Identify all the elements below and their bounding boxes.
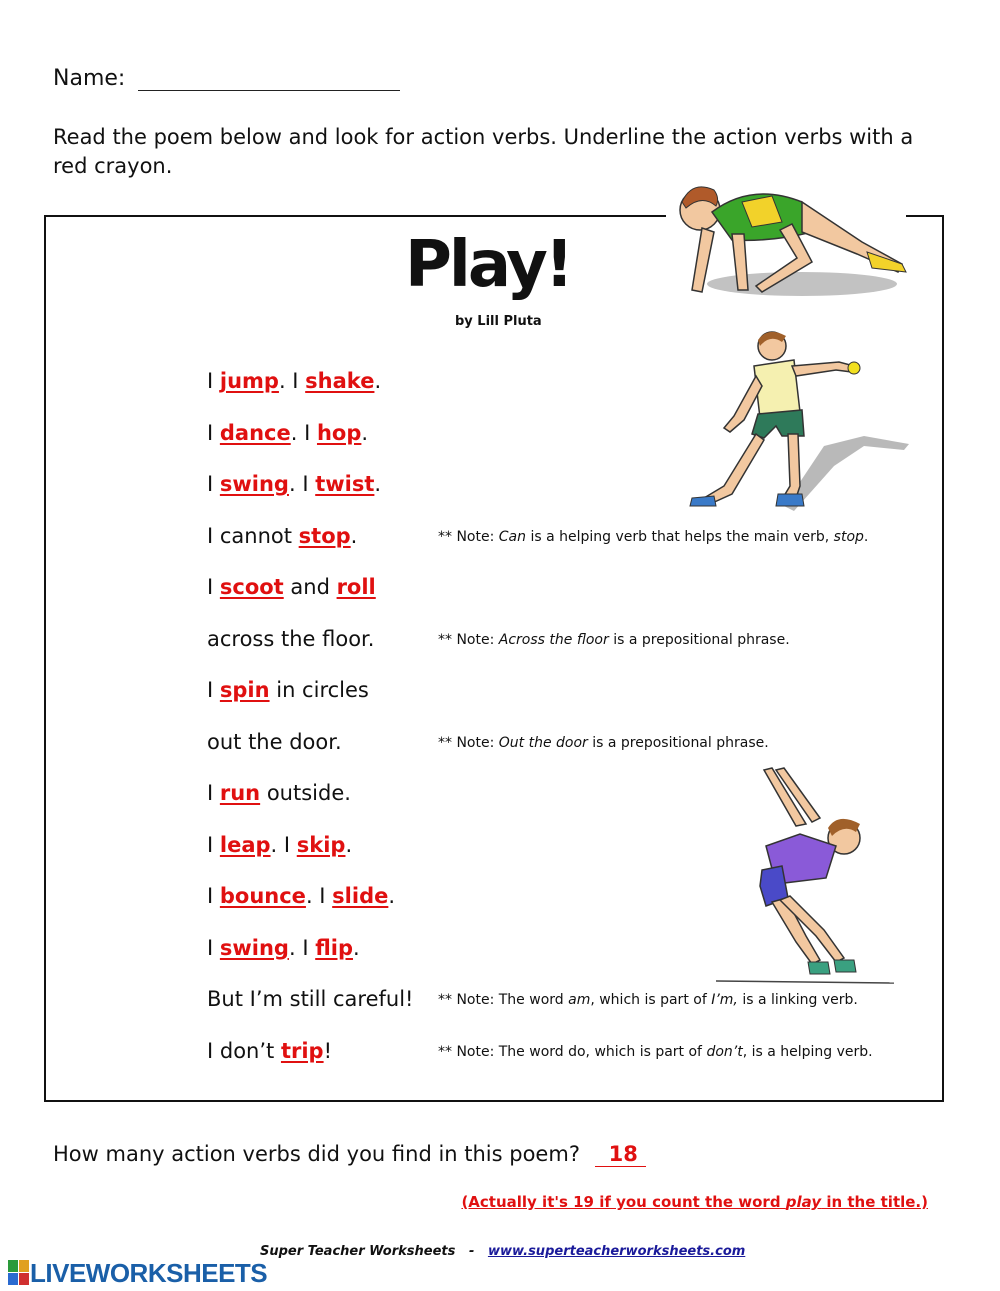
poem-byline: by Lill Pluta — [455, 314, 542, 329]
poem-text: I — [207, 575, 220, 599]
poem-text: . I — [270, 832, 297, 857]
poem-text: . I — [305, 884, 333, 908]
poem-line — [207, 678, 369, 702]
note-text: don’t — [706, 1043, 743, 1060]
note-text: ** Note: The word — [438, 992, 569, 1008]
poem-text: . I — [288, 472, 316, 496]
note-text: stop — [833, 528, 864, 545]
poem-line — [207, 1039, 332, 1063]
poem-note — [438, 529, 868, 545]
title-verb-note-word: play — [785, 1193, 822, 1211]
footer-url-link[interactable]: www.superteacherworksheets.com — [487, 1244, 746, 1259]
poem-text: . — [374, 369, 382, 393]
crawling-girl-illustration — [662, 172, 910, 307]
poem-note — [438, 992, 858, 1008]
poem-text: ! — [323, 1038, 333, 1063]
footer-source: Super Teacher Worksheets — [260, 1244, 456, 1259]
note-text: ** Note: — [438, 528, 499, 545]
note-text: is a helping verb that helps the main verb, — [526, 528, 834, 545]
poem-text: . — [350, 523, 358, 548]
action-verb[interactable]: swing — [219, 472, 289, 496]
answer-field[interactable]: 18 — [595, 1142, 646, 1167]
poem-text: I — [207, 781, 220, 805]
poem-text: out the door. — [207, 729, 342, 754]
liveworksheets-logo-text: LIVEWORKSHEETS — [30, 1257, 268, 1288]
note-text: I’m, — [711, 992, 738, 1008]
poem-text: . I — [278, 369, 306, 393]
question-text: How many action verbs did you find in this poem? — [53, 1142, 580, 1166]
poem-line — [207, 369, 381, 393]
note-text: am — [568, 992, 591, 1008]
action-verb[interactable]: hop — [316, 420, 362, 445]
note-text: Out the door — [498, 734, 588, 751]
action-verb[interactable]: skip — [296, 832, 346, 857]
poem-line — [207, 833, 352, 857]
action-verb[interactable]: leap — [219, 832, 271, 857]
instructions: Read the poem below and look for action verbs. Underline the action verbs with a red crayon. — [53, 125, 914, 178]
poem-text: . — [353, 935, 360, 960]
poem-text: . — [388, 884, 396, 908]
note-text: is a prepositional phrase. — [608, 631, 790, 648]
poem-text: . I — [290, 420, 317, 445]
poem-text: and — [283, 575, 337, 599]
title-verb-note-pre: (Actually it's 19 if you count the word — [461, 1193, 786, 1211]
poem-line — [207, 524, 357, 548]
note-text: is a linking verb. — [737, 992, 858, 1008]
poem-line — [207, 575, 376, 599]
action-verb[interactable]: swing — [219, 935, 289, 960]
poem-text: across the floor. — [207, 626, 375, 651]
poem-text: I don’t — [207, 1038, 281, 1063]
poem-text: . — [361, 420, 369, 445]
poem-line — [207, 421, 368, 445]
poem-text: I — [207, 369, 220, 393]
bending-boy-illustration — [716, 766, 896, 988]
poem-text: I — [207, 420, 220, 445]
note-text: is a prepositional phrase. — [587, 734, 769, 751]
poem-text: I — [207, 935, 220, 960]
action-verb[interactable]: roll — [336, 575, 376, 599]
action-verb[interactable]: twist — [315, 472, 375, 496]
action-verb[interactable]: slide — [332, 884, 389, 908]
action-verb[interactable]: bounce — [219, 884, 306, 908]
title-verb-note-post: in the title.) — [821, 1193, 928, 1211]
verb-count-question — [53, 1142, 646, 1167]
note-text: Can — [498, 528, 526, 545]
poem-title: Play! — [405, 228, 571, 302]
action-verb[interactable]: shake — [305, 369, 375, 393]
poem-line — [207, 730, 342, 754]
poem-note — [438, 735, 769, 751]
action-verb[interactable]: dance — [219, 420, 291, 445]
poem-text: I — [207, 832, 220, 857]
note-text: ** Note: — [438, 734, 499, 751]
action-verb[interactable]: run — [219, 781, 261, 805]
poem-text: I — [207, 884, 220, 908]
poem-text: outside. — [260, 781, 351, 805]
poem-text: But I’m still careful! — [207, 987, 414, 1011]
action-verb[interactable]: flip — [315, 935, 353, 960]
poem-text: I — [207, 472, 220, 496]
name-blank[interactable] — [138, 70, 400, 91]
poem-line — [207, 781, 351, 805]
poem-line — [207, 472, 381, 496]
action-verb[interactable]: scoot — [219, 575, 284, 599]
action-verb[interactable]: stop — [298, 523, 351, 548]
poem-line — [207, 987, 413, 1011]
name-row — [53, 66, 400, 91]
poem-line — [207, 627, 374, 651]
footer-separator: - — [468, 1244, 475, 1259]
note-text: Across the floor — [498, 631, 609, 648]
name-label: Name: — [53, 66, 126, 91]
liveworksheets-logo — [8, 1258, 267, 1288]
action-verb[interactable]: jump — [219, 369, 279, 393]
note-text: , which is part of — [590, 992, 712, 1008]
note-text: ** Note: The word do, which is part of — [438, 1043, 707, 1060]
liveworksheets-badge-icon — [8, 1260, 30, 1286]
poem-note — [438, 1044, 873, 1060]
poem-text: I cannot — [207, 523, 299, 548]
action-verb[interactable]: trip — [280, 1038, 324, 1063]
note-text: . — [863, 528, 869, 545]
poem-text: . — [345, 832, 353, 857]
poem-line — [207, 884, 395, 908]
note-text: ** Note: — [438, 631, 499, 648]
note-text: , is a helping verb. — [742, 1043, 873, 1060]
footer-credit — [260, 1244, 745, 1259]
poem-text: in circles — [269, 678, 369, 702]
title-verb-note — [461, 1193, 928, 1211]
poem-text: . I — [288, 935, 316, 960]
poem-note — [438, 632, 790, 648]
action-verb[interactable]: spin — [219, 678, 270, 702]
throwing-boy-illustration — [664, 326, 916, 516]
poem-line — [207, 936, 360, 960]
poem-text: I — [207, 678, 220, 702]
poem-text: . — [374, 472, 382, 496]
